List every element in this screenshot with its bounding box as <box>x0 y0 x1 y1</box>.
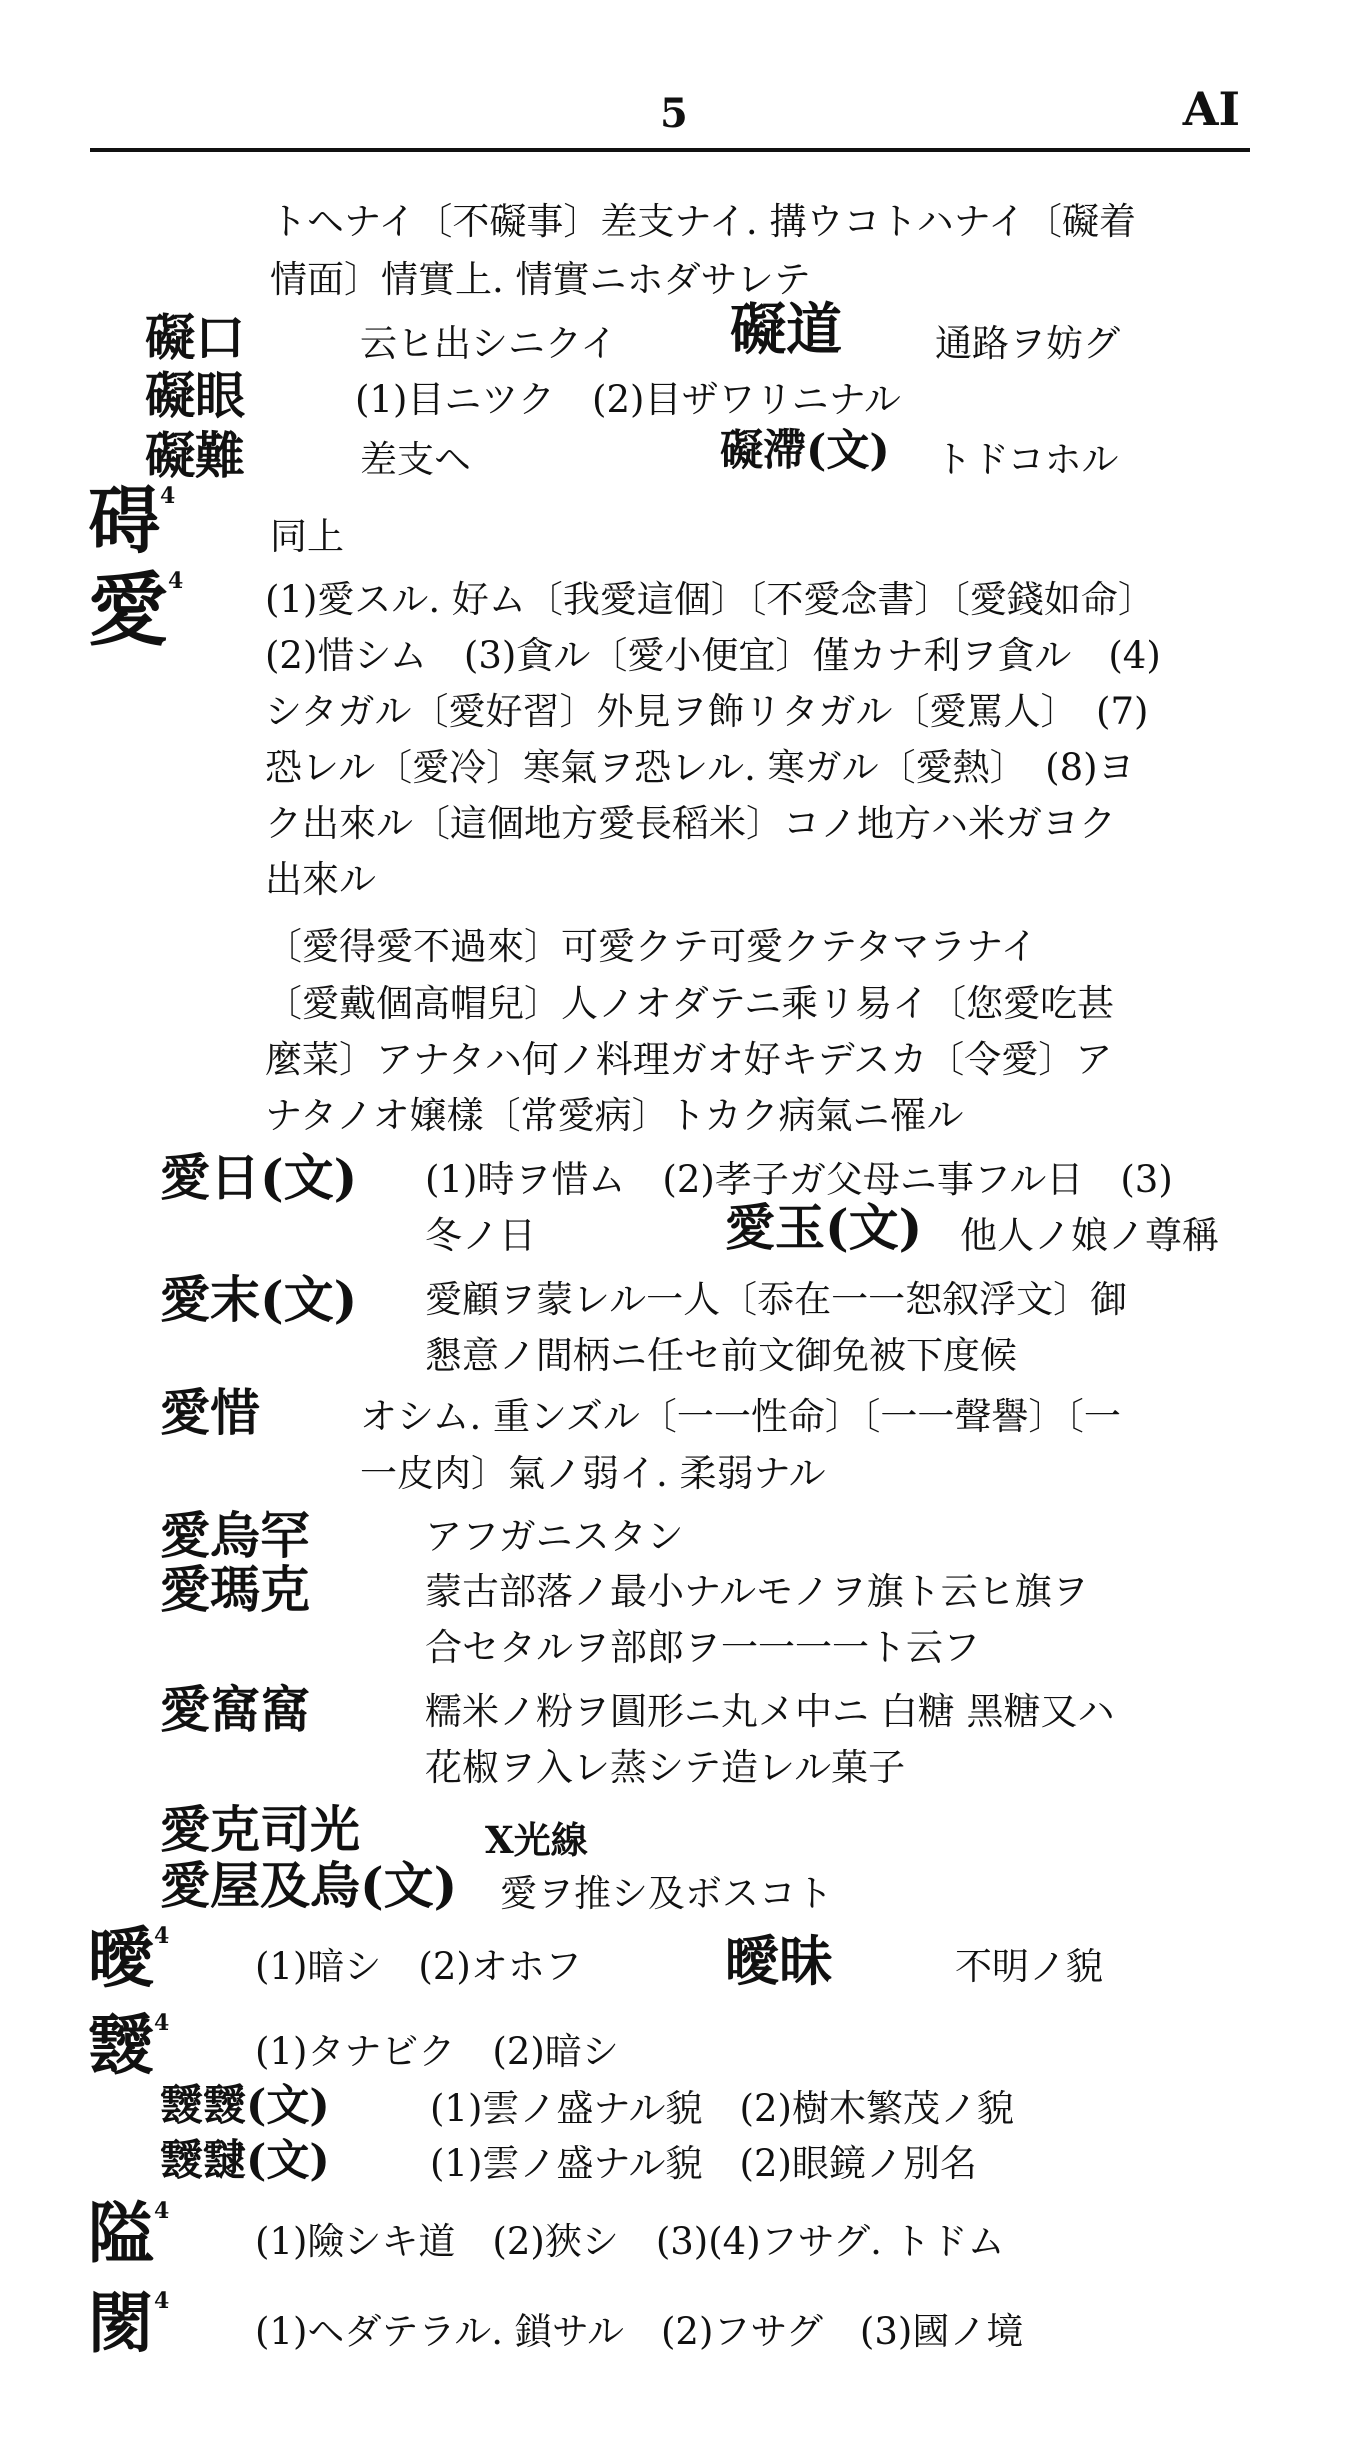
entry-definition: 云ヒ出シニクイ <box>360 322 618 365</box>
entry-definition: トドコホル <box>935 438 1119 481</box>
continuation-line: トヘナイ〔不礙事〕差支ナイ. 搆ウコトハナイ〔礙着 <box>270 200 1137 243</box>
entry-definition-line: 愛顧ヲ蒙レル一人〔忝在一一恕叙浮文〕御 <box>425 1278 1128 1321</box>
kanji-definition: 同上 <box>270 515 344 558</box>
entry-definition-line: 蒙古部落ノ最小ナルモノヲ旗ト云ヒ旗ヲ <box>425 1570 1089 1613</box>
kanji-definition-line: (2)惜シム (3)貪ル〔愛小便宜〕僅カナ利ヲ貪ル (4) <box>265 634 1161 677</box>
continuation-line: 情面〕情實上. 情實ニホダサレテ <box>270 258 811 301</box>
kanji-headword: 曖$^4$ <box>88 1919 170 1997</box>
entry-definition: X光線 <box>485 1818 588 1862</box>
entry-definition: 愛ヲ推シ及ボスコト <box>500 1872 833 1915</box>
kanji-definition-line: 恐レル〔愛冷〕寒氣ヲ恐レル. 寒ガル〔愛熱〕 (8)ヨ <box>265 746 1135 789</box>
kanji-definition: (1)暗シ (2)オホフ <box>255 1945 582 1988</box>
entry-headword: 礙眼 <box>145 366 245 425</box>
entry-headword: 礙道 <box>730 297 842 363</box>
entry-definition: 不明ノ貌 <box>955 1945 1103 1988</box>
page-number: 5 <box>660 90 688 137</box>
kanji-definition-line: ク出來ル〔這個地方愛長稻米〕コノ地方ハ米ガヨク <box>265 802 1116 845</box>
kanji-definition-line: 麼菜〕アナタハ何ノ料理ガオ好キデスカ〔令愛〕ア <box>265 1038 1113 1081</box>
kanji-definition-line: シタガル〔愛好習〕外見ヲ飾リタガル〔愛罵人〕 (7) <box>265 690 1149 733</box>
entry-definition: (1)雲ノ盛ナル貌 (2)眼鏡ノ別名 <box>430 2142 977 2185</box>
entry-headword: 愛日(文) <box>160 1148 358 1207</box>
entry-headword: 曖昧 <box>725 1929 833 1993</box>
kanji-definition-line: ナタノオ嬢樣〔常愛病〕トカク病氣ニ罹ル <box>265 1094 964 1137</box>
entry-headword: 礙難 <box>145 426 245 485</box>
entry-headword: 愛玉(文) <box>725 1198 923 1257</box>
entry-headword: 愛惜 <box>160 1383 260 1442</box>
entry-headword: 愛末(文) <box>160 1270 358 1329</box>
entry-definition: (1)雲ノ盛ナル貌 (2)樹木繁茂ノ貌 <box>430 2087 1014 2130</box>
entry-definition-line: 懇意ノ間柄ニ任セ前文御免被下度候 <box>425 1334 1017 1377</box>
entry-definition: アフガニスタン <box>425 1515 684 1558</box>
header-rule <box>90 148 1250 152</box>
kanji-headword: 愛$^4$ <box>88 563 184 657</box>
section-code: AI <box>1182 82 1240 136</box>
entry-headword: 愛窩窩 <box>160 1680 310 1739</box>
entry-definition: 通路ヲ妨グ <box>935 322 1120 365</box>
entry-definition-line: 冬ノ日 <box>425 1214 536 1257</box>
entry-definition: (1)目ニツク (2)目ザワリニナル <box>355 378 901 421</box>
kanji-definition: (1)險シキ道 (2)狹シ (3)(4)フサグ. トドム <box>255 2220 1005 2263</box>
kanji-headword: 閡$^4$ <box>88 2284 170 2362</box>
entry-headword: 靉靉(文) <box>160 2081 330 2131</box>
entry-definition-line: (1)時ヲ惜ム (2)孝子ガ父母ニ事フル日 (3) <box>425 1158 1173 1201</box>
kanji-headword: 靉$^4$ <box>88 2006 170 2084</box>
entry-definition-line: 花椒ヲ入レ蒸シテ造レル菓子 <box>425 1746 906 1789</box>
kanji-definition-line: (1)愛スル. 好ム〔我愛這個〕〔不愛念書〕〔愛錢如命〕 <box>265 578 1155 621</box>
kanji-definition-line: 〔愛得愛不過來〕可愛クテ可愛クテタマラナイ <box>265 925 1038 968</box>
entry-headword: 靉靆(文) <box>160 2136 330 2186</box>
page-header <box>90 82 1250 142</box>
entry-headword: 礙滯(文) <box>720 426 890 476</box>
entry-headword: 愛烏罕 <box>160 1506 310 1565</box>
entry-definition: 差支ヘ <box>360 438 471 481</box>
entry-headword: 愛屋及烏(文) <box>160 1856 458 1915</box>
kanji-definition-line: 〔愛戴個高帽兒〕人ノオダテニ乘リ易イ〔您愛吃甚 <box>265 982 1115 1025</box>
entry-definition-line: 糯米ノ粉ヲ圓形ニ丸メ中ニ 白糖 黑糖又ハ <box>425 1690 1115 1733</box>
entry-headword: 愛克司光 <box>160 1800 360 1859</box>
kanji-definition: (1)ヘダテラル. 鎖サル (2)フサグ (3)國ノ境 <box>255 2310 1024 2353</box>
entry-definition: 他人ノ娘ノ尊稱 <box>960 1214 1219 1257</box>
kanji-definition-line: 出來ル <box>265 858 376 901</box>
entry-definition-line: 合セタルヲ部郎ヲ一一一一ト云フ <box>425 1626 980 1669</box>
kanji-definition: (1)タナビク (2)暗シ <box>255 2030 619 2073</box>
entry-headword: 礙口 <box>145 308 245 367</box>
entry-definition-line: 一皮肉〕氣ノ弱イ. 柔弱ナル <box>360 1452 826 1495</box>
kanji-headword: 碍$^4$ <box>88 478 176 563</box>
entry-definition-line: オシム. 重ンズル〔一一性命〕〔一一聲譽〕〔一 <box>360 1395 1121 1438</box>
entry-headword: 愛瑪克 <box>160 1560 310 1619</box>
kanji-headword: 隘$^4$ <box>88 2194 170 2272</box>
